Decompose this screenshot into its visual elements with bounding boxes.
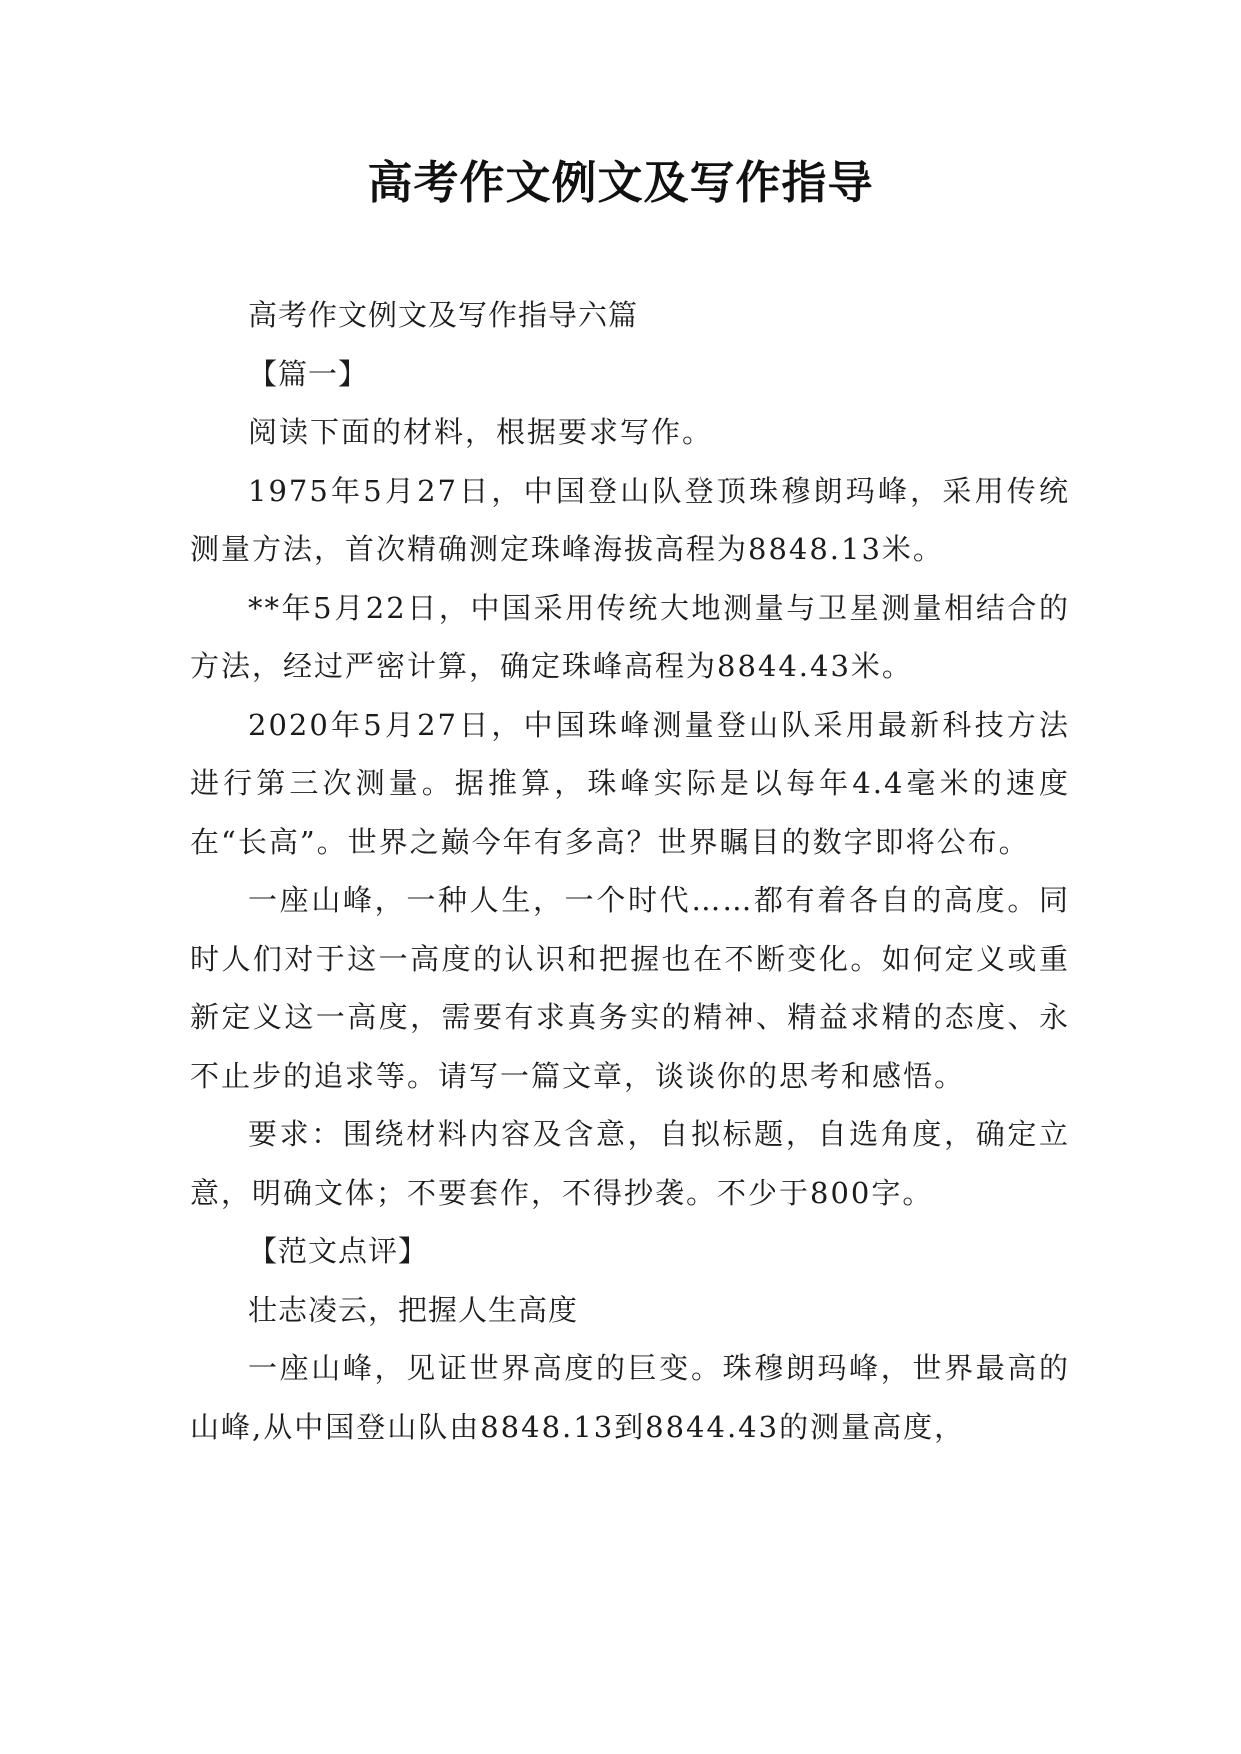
requirements-paragraph: 要求：围绕材料内容及含意，自拟标题，自选角度，确定立意，明确文体；不要套作，不得抄袭。不少于800字。 — [190, 1117, 1070, 1210]
essay-paragraph-first: 一座山峰，见证世界高度的巨变。珠穆朗玛峰，世界最高的山峰,从中国登山队由8848.13到8844.43的测量高度， — [190, 1351, 1070, 1444]
material-paragraph-height: 一座山峰，一种人生，一个时代……都有着各自的高度。同时人们对于这一高度的认识和把握也在不断变化。如何定义或重新定义这一高度，需要有求真务实的精神、精益求精的态度、永不止步的追求等。请写一篇文章，谈谈你的思考和感悟。 — [190, 883, 1070, 1093]
material-paragraph-1975: 1975年5月27日，中国登山队登顶珠穆朗玛峰，采用传统测量方法，首次精确测定珠峰海拔高程为8848.13米。 — [190, 473, 1070, 566]
section-heading-part-one: 【篇一】 — [248, 356, 369, 391]
essay-title: 壮志凌云，把握人生高度 — [248, 1292, 579, 1327]
section-heading-sample-review: 【范文点评】 — [248, 1234, 429, 1268]
document-title: 高考作文例文及写作指导 — [367, 156, 874, 209]
document-body — [190, 286, 1070, 1456]
material-paragraph-2020: 2020年5月27日，中国珠峰测量登山队采用最新科技方法进行第三次测量。据推算，珠峰实际是以每年4.4毫米的速度在“长高”。世界之巅今年有多高？世界瞩目的数字即将公布。 — [190, 707, 1070, 859]
prompt-instruction-paragraph: 阅读下面的材料，根据要求写作。 — [248, 415, 714, 449]
subtitle-paragraph: 高考作文例文及写作指导六篇 — [248, 298, 639, 332]
material-paragraph-second: **年5月22日，中国采用传统大地测量与卫星测量相结合的方法，经过严密计算，确定珠峰高程为8844.43米。 — [190, 590, 1070, 683]
